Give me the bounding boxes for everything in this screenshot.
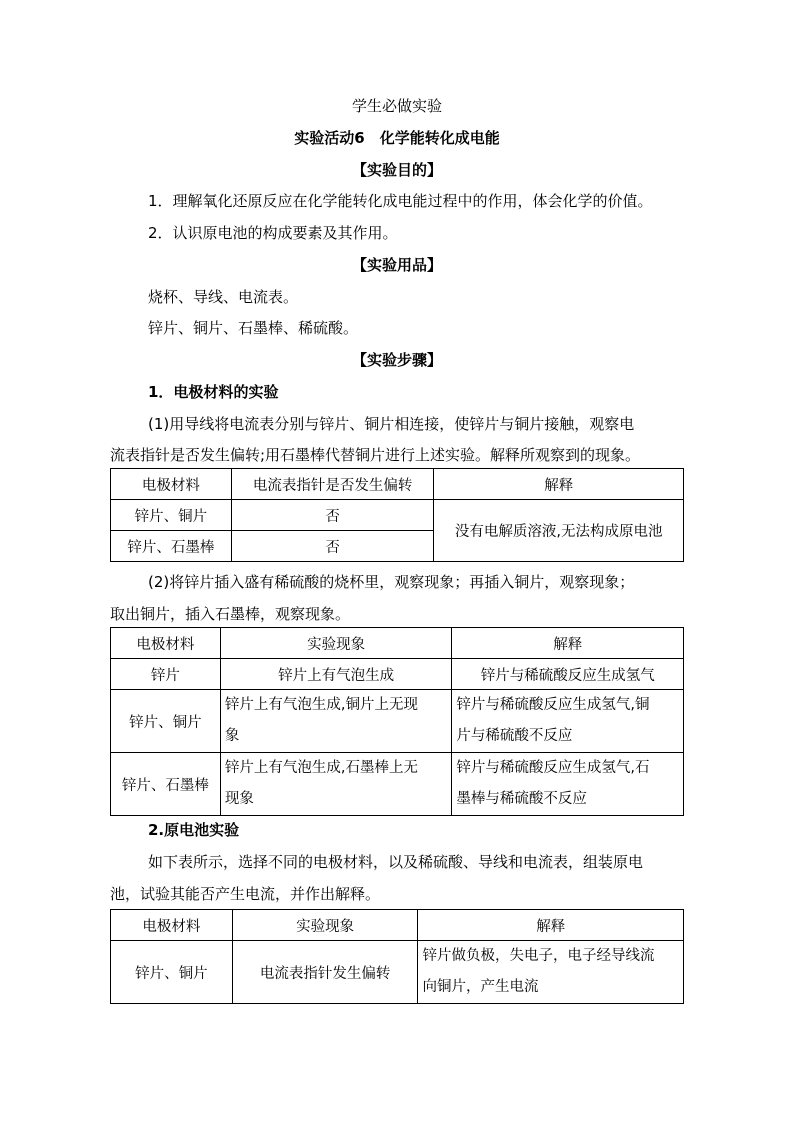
cell-explanation	[418, 941, 684, 1004]
cell-explanation: 没有电解质溶液,无法构成原电池	[434, 500, 684, 562]
table-header-cell: 实验现象	[220, 628, 452, 659]
table-row	[111, 941, 684, 1004]
cell-material: 锌片、石墨棒	[111, 753, 221, 816]
cell-material: 锌片	[111, 659, 221, 690]
cell-text-line: 锌片上有气泡生成,石墨棒上无	[224, 760, 418, 776]
para2-line2: 取出铜片，插入石墨棒，观察现象。	[110, 605, 351, 623]
section1-title: 1．电极材料的实验	[148, 383, 279, 401]
para1-line1: (1)用导线将电流表分别与锌片、铜片相连接，使锌片与铜片接触，观察电	[148, 415, 635, 433]
cell-explanation	[452, 690, 684, 753]
table-row	[111, 659, 684, 690]
table-cell-experiment	[110, 909, 684, 1004]
para1-line2: 流表指针是否发生偏转;用石墨棒代替铜片进行上述实验。解释所观察到的现象。	[110, 446, 641, 464]
table-row	[111, 500, 684, 531]
cell-explanation: 锌片与稀硫酸反应生成氢气	[452, 659, 684, 690]
cell-text-line: 锌片上有气泡生成,铜片上无现	[224, 697, 418, 713]
table-header-row	[111, 628, 684, 659]
table-header-cell: 电极材料	[111, 910, 233, 941]
table-row	[111, 753, 684, 816]
table-immersion-test	[110, 627, 684, 816]
cell-phenomenon	[220, 753, 452, 816]
cell-material: 锌片、铜片	[111, 690, 221, 753]
table-electrode-test	[110, 468, 684, 562]
cell-result: 否	[231, 531, 434, 562]
cell-phenomenon: 电流表指针发生偏转	[232, 941, 418, 1004]
purpose-heading: 【实验目的】	[351, 161, 442, 179]
table-header-cell: 解释	[418, 910, 684, 941]
para2-line1: (2)将锌片插入盛有稀硫酸的烧杯里，观察现象；再插入铜片，观察现象；	[148, 573, 635, 591]
cell-material: 锌片、铜片	[111, 941, 233, 1004]
table-header-cell: 电流表指针是否发生偏转	[231, 469, 434, 500]
cell-text-line: 象	[224, 728, 240, 744]
table-header-cell: 实验现象	[232, 910, 418, 941]
table-header-cell: 解释	[452, 628, 684, 659]
header-label: 学生必做实验	[351, 97, 442, 115]
materials-line-1: 烧杯、导线、电流表。	[148, 288, 299, 306]
materials-line-2: 锌片、铜片、石墨棒、稀硫酸。	[148, 319, 359, 337]
cell-text-line: 现象	[224, 791, 254, 807]
cell-text-line: 墨棒与稀硫酸不反应	[456, 791, 587, 807]
para3-line1: 如下表所示，选择不同的电极材料，以及稀硫酸、导线和电流表，组装原电	[148, 853, 644, 871]
table-row	[111, 690, 684, 753]
cell-result: 否	[231, 500, 434, 531]
cell-explanation	[452, 753, 684, 816]
page-title: 实验活动6 化学能转化成电能	[294, 129, 500, 147]
cell-text-line: 锌片与稀硫酸反应生成氢气,铜	[456, 697, 650, 713]
table-header-cell: 电极材料	[111, 469, 232, 500]
cell-phenomenon	[220, 690, 452, 753]
section2-title: 2.原电池实验	[148, 821, 240, 839]
cell-material: 锌片、铜片	[111, 500, 232, 531]
table-header-cell: 解释	[434, 469, 684, 500]
table-header-cell: 电极材料	[111, 628, 221, 659]
para3-line2: 池，试验其能否产生电流，并作出解释。	[110, 885, 381, 903]
table-header-row	[111, 910, 684, 941]
steps-heading: 【实验步骤】	[351, 351, 442, 369]
cell-text-line: 向铜片，产生电流	[422, 979, 539, 995]
cell-text-line: 片与稀硫酸不反应	[456, 728, 573, 744]
cell-material: 锌片、石墨棒	[111, 531, 232, 562]
table-header-row	[111, 469, 684, 500]
cell-text-line: 锌片与稀硫酸反应生成氢气,石	[456, 760, 650, 776]
purpose-item-2: 2．认识原电池的构成要素及其作用。	[148, 224, 398, 242]
cell-text-line: 锌片做负极，失电子，电子经导线流	[422, 948, 655, 964]
materials-heading: 【实验用品】	[351, 256, 442, 274]
purpose-item-1: 1．理解氧化还原反应在化学能转化成电能过程中的作用，体会化学的价值。	[148, 192, 653, 210]
cell-phenomenon: 锌片上有气泡生成	[220, 659, 452, 690]
